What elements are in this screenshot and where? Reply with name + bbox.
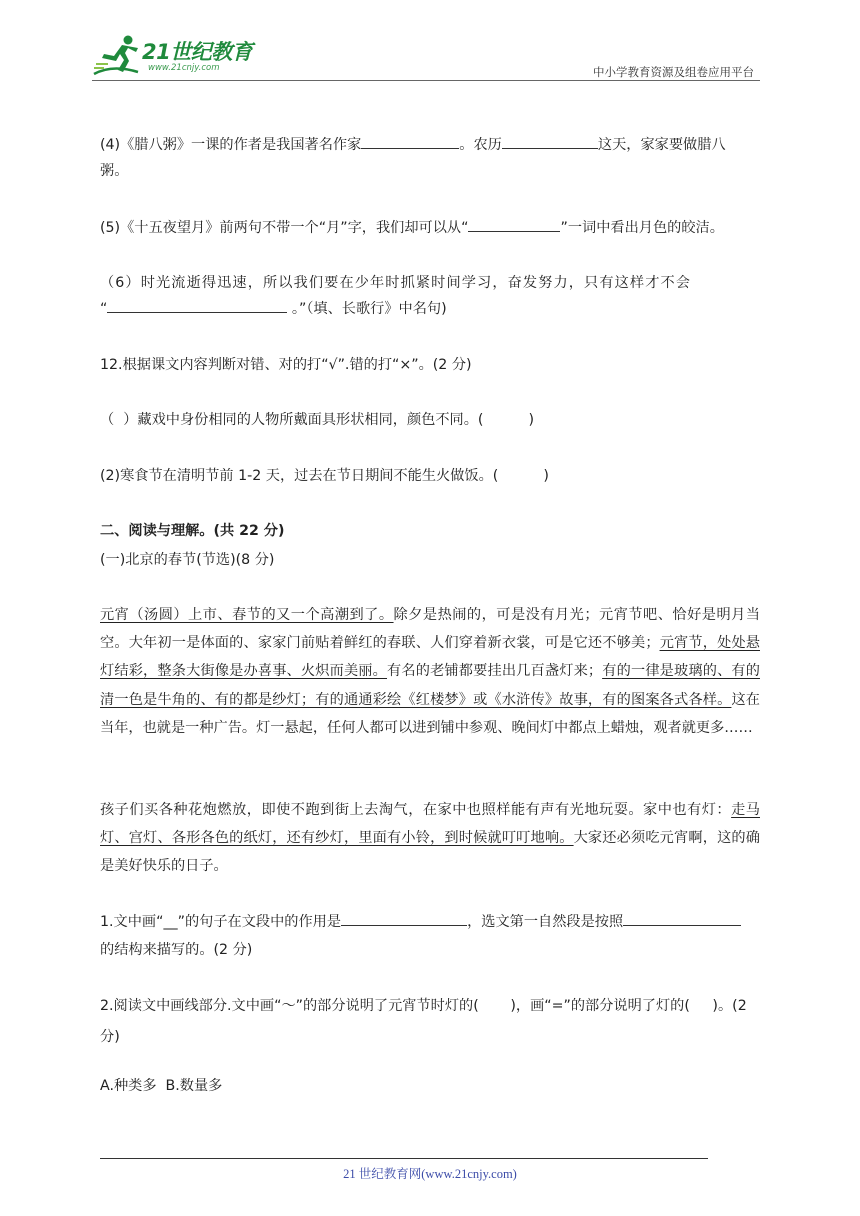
platform-title: 中小学教育资源及组卷应用平台: [593, 65, 754, 79]
reading-question-2-options: A.种类多 B.数量多: [100, 1078, 223, 1094]
question-5: [100, 215, 760, 241]
q4-blank-1[interactable]: [361, 133, 459, 149]
rq1-text-d: 的结构来描写的。(2 分): [100, 942, 253, 958]
q6-blank[interactable]: [107, 297, 287, 313]
rq1-mark: __: [163, 914, 178, 930]
q6-text-c: 。”（填、长歌行》中名句): [291, 301, 447, 317]
q5-text-a: (5)《十五夜望月》前两句不带一个“月”字，我们却可以从“: [100, 220, 469, 236]
logo: [92, 34, 262, 78]
reading-question-1: [100, 908, 760, 964]
question-12-item-1: （ ）藏戏中身份相同的人物所戴面具形状相同，颜色不同。( ): [100, 412, 535, 428]
rq1-text-b: ”的句子在文段中的作用是: [177, 914, 342, 930]
passage-underline-4: 走马灯、宫灯、各形各色的纸灯，还有纱灯，里面有小铃，到时候就叮叮地响。: [100, 802, 760, 847]
q5-text-b: ”一词中看出月色的皎洁。: [560, 220, 724, 236]
logo-text: 21世纪教育: [142, 40, 253, 64]
logo-url: www.21cnjy.com: [148, 63, 220, 73]
footer-divider: [100, 1158, 708, 1159]
passage-text-2a: 孩子们买各种花炮燃放，即使不跑到街上去淘气，在家中也照样能有声有光地玩耍。家中也有灯：: [100, 802, 732, 818]
q4-text-d: 粥。: [100, 163, 129, 179]
section-2-subtitle: (一)北京的春节(节选)(8 分): [100, 552, 275, 568]
passage-paragraph-2: [100, 796, 760, 881]
runner-logo-icon: [92, 34, 148, 78]
q4-blank-2[interactable]: [502, 133, 598, 149]
passage-text-1a: 除夕是热闹的，可是没有月光；元宵节吧、恰好是明月当空。大年初一是体面的、家家门前贴着鲜红的春联、人们穿着新衣裳，可是它还不够美；: [100, 607, 760, 652]
q4-text-b: 。农历: [459, 137, 502, 153]
passage-paragraph-1: [100, 601, 760, 742]
passage-underline-1: 元宵（汤圆）上市、春节的又一个高潮到了。: [100, 607, 394, 623]
passage-text-2b: 大家还必须吃元宵啊，这的确是美好快乐的日子。: [100, 830, 760, 875]
passage-text-1c: 这在当年，也就是一种广告。灯一悬起，任何人都可以进到铺中参观、晚间灯中都点上蜡烛，观者就更多……: [100, 691, 760, 736]
rq1-blank-2[interactable]: [623, 910, 741, 926]
rq1-blank-1[interactable]: [341, 910, 467, 926]
q5-blank[interactable]: [468, 216, 560, 232]
question-12-item-2: (2)寒食节在清明节前 1-2 天，过去在节日期间不能生火做饭。( ): [100, 468, 549, 484]
question-4: [100, 132, 760, 184]
q4-text-a: (4)《腊八粥》一课的作者是我国著名作家: [100, 137, 362, 153]
question-12-title: 12.根据课文内容判断对错、对的打“√”.错的打“×”。(2 分): [100, 357, 472, 373]
passage-underline-2: 元宵节，处处悬灯结彩，整条大街像是办喜事、火炽而美丽。: [100, 635, 760, 680]
q4-text-c: 这天，家家要做腊八: [597, 137, 726, 153]
rq1-text-c: ，选文第一自然段是按照: [467, 914, 624, 930]
rq1-text-a: 1.文中画“: [100, 914, 164, 930]
question-6: [100, 270, 760, 322]
reading-question-2: 2.阅读文中画线部分.文中画“～”的部分说明了元宵节时灯的( )，画“=”的部分说明了灯的( )。(2 分): [100, 998, 752, 1045]
q6-text-b: “: [100, 301, 108, 317]
q6-text-a: （6）时光流逝得迅速，所以我们要在少年时抓紧时间学习，奋发努力，只有这样才不会: [100, 275, 692, 291]
page-header: [92, 28, 760, 80]
section-2-title: 二、阅读与理解。(共 22 分): [100, 523, 285, 539]
header-divider: [92, 80, 760, 81]
passage-text-1b: 有名的老铺都要挂出几百盏灯来；: [387, 663, 603, 680]
page-footer: 21 世纪教育网(www.21cnjy.com): [343, 1167, 517, 1181]
passage-underline-3: 有的一律是玻璃的、有的清一色是牛角的、有的都是纱灯；有的通通彩绘《红楼梦》或《水浒传》故事，有的图案各式各样。: [100, 663, 760, 708]
